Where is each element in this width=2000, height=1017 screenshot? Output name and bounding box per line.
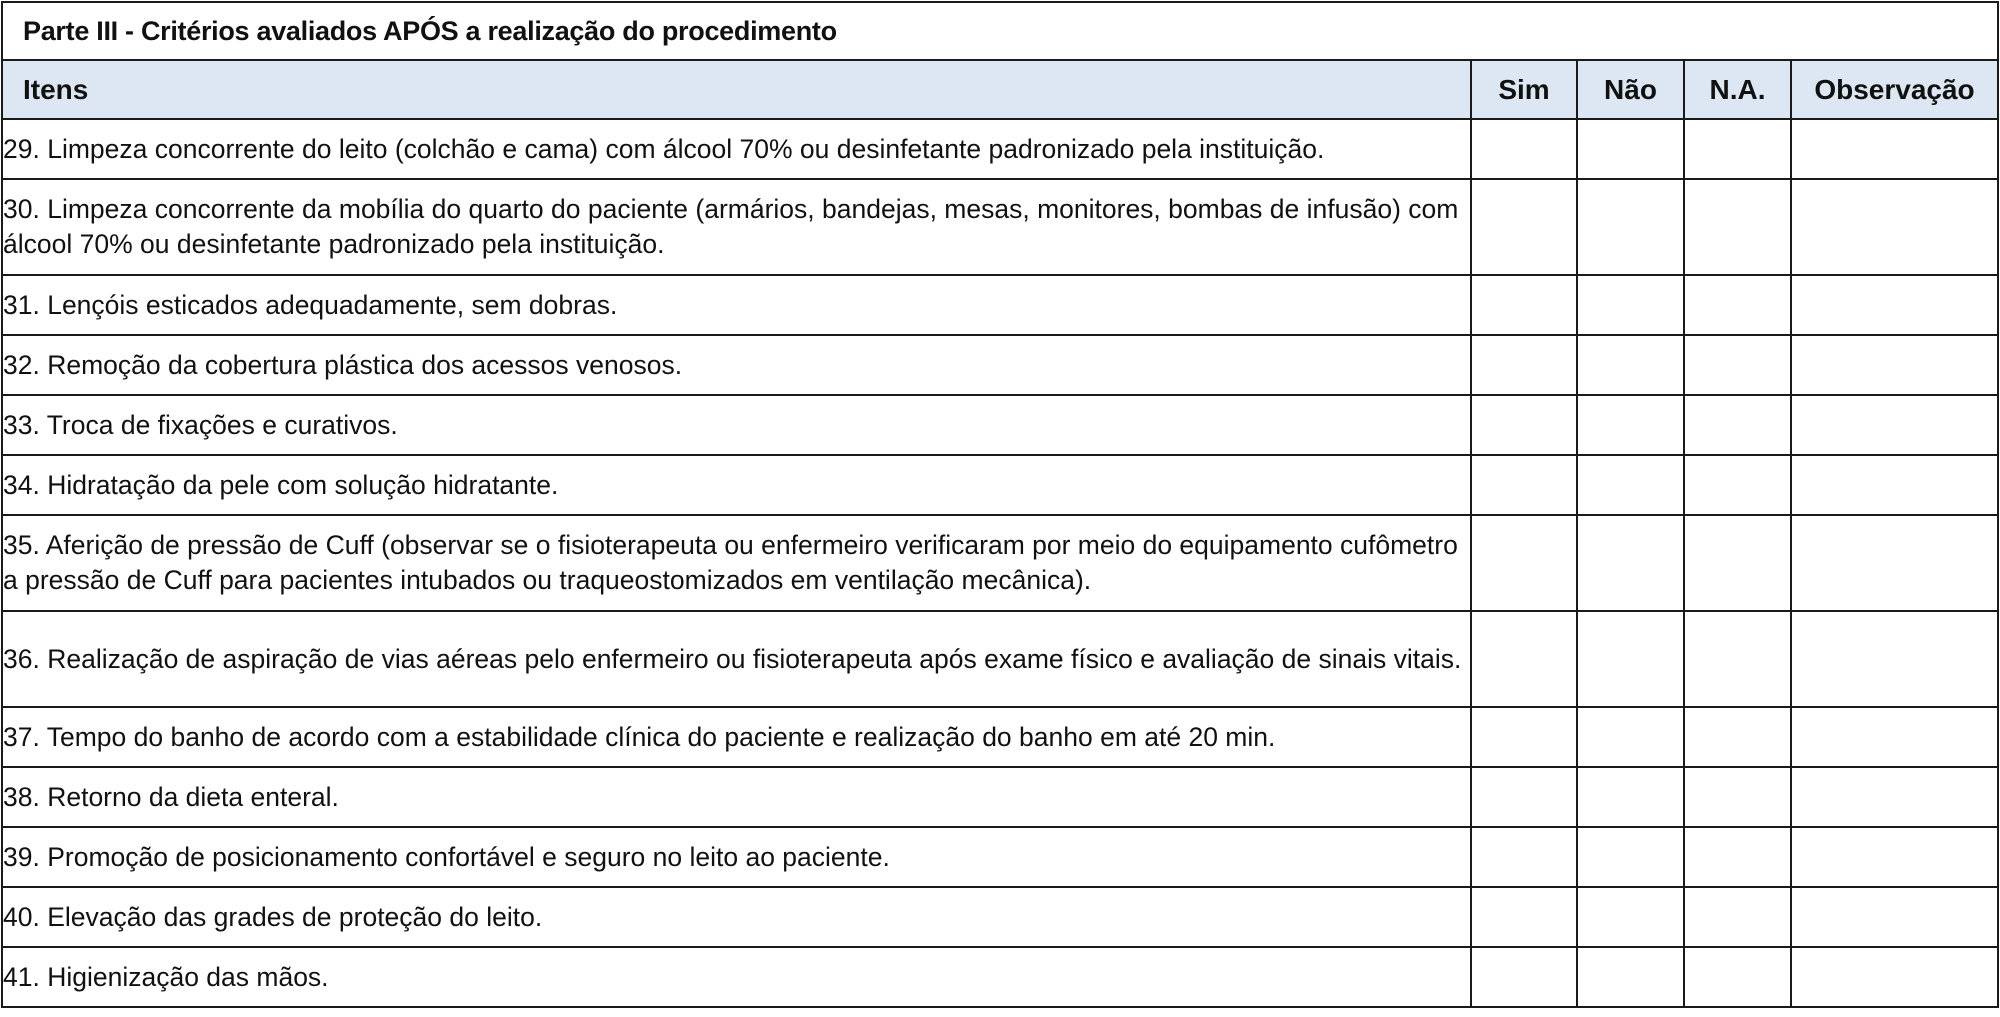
na-cell[interactable] xyxy=(1684,827,1791,887)
table-row xyxy=(2,335,1998,395)
sim-cell[interactable] xyxy=(1471,335,1577,395)
nao-cell[interactable] xyxy=(1577,887,1684,947)
observacao-cell[interactable] xyxy=(1791,179,1998,275)
item-text: 38. Retorno da dieta enteral. xyxy=(2,767,1471,827)
item-text: 34. Hidratação da pele com solução hidratante. xyxy=(2,455,1471,515)
observacao-cell[interactable] xyxy=(1791,275,1998,335)
table-row xyxy=(2,515,1998,611)
item-text: 37. Tempo do banho de acordo com a estabilidade clínica do paciente e realização do banho em até 20 min. xyxy=(2,707,1471,767)
header-row xyxy=(2,60,1998,119)
observacao-cell[interactable] xyxy=(1791,707,1998,767)
nao-cell[interactable] xyxy=(1577,455,1684,515)
item-text: 30. Limpeza concorrente da mobília do quarto do paciente (armários, bandejas, mesas, monitores, bombas de infusão) com álcool 70% ou desinfetante padronizado pela instituição. xyxy=(2,179,1471,275)
nao-cell[interactable] xyxy=(1577,767,1684,827)
column-header-observacao: Observação xyxy=(1791,60,1998,119)
sim-cell[interactable] xyxy=(1471,455,1577,515)
sim-cell[interactable] xyxy=(1471,275,1577,335)
na-cell[interactable] xyxy=(1684,335,1791,395)
sim-cell[interactable] xyxy=(1471,827,1577,887)
na-cell[interactable] xyxy=(1684,119,1791,179)
item-text: 31. Lençóis esticados adequadamente, sem dobras. xyxy=(2,275,1471,335)
na-cell[interactable] xyxy=(1684,455,1791,515)
checklist-table xyxy=(1,1,1999,1008)
nao-cell[interactable] xyxy=(1577,395,1684,455)
sim-cell[interactable] xyxy=(1471,119,1577,179)
na-cell[interactable] xyxy=(1684,395,1791,455)
observacao-cell[interactable] xyxy=(1791,515,1998,611)
item-text: 41. Higienização das mãos. xyxy=(2,947,1471,1007)
column-header-nao: Não xyxy=(1577,60,1684,119)
sim-cell[interactable] xyxy=(1471,947,1577,1007)
column-header-itens: Itens xyxy=(2,60,1471,119)
table-row xyxy=(2,611,1998,707)
na-cell[interactable] xyxy=(1684,611,1791,707)
table-row xyxy=(2,455,1998,515)
table-row xyxy=(2,119,1998,179)
table-row xyxy=(2,887,1998,947)
na-cell[interactable] xyxy=(1684,707,1791,767)
sim-cell[interactable] xyxy=(1471,179,1577,275)
observacao-cell[interactable] xyxy=(1791,611,1998,707)
observacao-cell[interactable] xyxy=(1791,119,1998,179)
nao-cell[interactable] xyxy=(1577,611,1684,707)
na-cell[interactable] xyxy=(1684,179,1791,275)
sim-cell[interactable] xyxy=(1471,395,1577,455)
na-cell[interactable] xyxy=(1684,887,1791,947)
sim-cell[interactable] xyxy=(1471,515,1577,611)
item-text: 35. Aferição de pressão de Cuff (observar se o fisioterapeuta ou enfermeiro verificaram por meio do equipamento cufômetro a pressão de Cuff para pacientes intubados ou traqueostomizados em ventilação mecânica). xyxy=(2,515,1471,611)
column-header-sim: Sim xyxy=(1471,60,1577,119)
sim-cell[interactable] xyxy=(1471,611,1577,707)
item-text: 40. Elevação das grades de proteção do leito. xyxy=(2,887,1471,947)
table-row xyxy=(2,767,1998,827)
column-header-na: N.A. xyxy=(1684,60,1791,119)
observacao-cell[interactable] xyxy=(1791,887,1998,947)
item-text: 32. Remoção da cobertura plástica dos acessos venosos. xyxy=(2,335,1471,395)
observacao-cell[interactable] xyxy=(1791,947,1998,1007)
nao-cell[interactable] xyxy=(1577,179,1684,275)
nao-cell[interactable] xyxy=(1577,707,1684,767)
table-title: Parte III - Critérios avaliados APÓS a realização do procedimento xyxy=(2,2,1998,60)
table-row xyxy=(2,179,1998,275)
sim-cell[interactable] xyxy=(1471,707,1577,767)
table-row xyxy=(2,707,1998,767)
nao-cell[interactable] xyxy=(1577,515,1684,611)
item-text: 39. Promoção de posicionamento confortável e seguro no leito ao paciente. xyxy=(2,827,1471,887)
observacao-cell[interactable] xyxy=(1791,455,1998,515)
sim-cell[interactable] xyxy=(1471,887,1577,947)
sim-cell[interactable] xyxy=(1471,767,1577,827)
item-text: 36. Realização de aspiração de vias aéreas pelo enfermeiro ou fisioterapeuta após exame físico e avaliação de sinais vitais. xyxy=(2,611,1471,707)
nao-cell[interactable] xyxy=(1577,827,1684,887)
na-cell[interactable] xyxy=(1684,947,1791,1007)
observacao-cell[interactable] xyxy=(1791,767,1998,827)
observacao-cell[interactable] xyxy=(1791,335,1998,395)
table-row xyxy=(2,395,1998,455)
na-cell[interactable] xyxy=(1684,515,1791,611)
na-cell[interactable] xyxy=(1684,767,1791,827)
nao-cell[interactable] xyxy=(1577,119,1684,179)
table-row xyxy=(2,947,1998,1007)
na-cell[interactable] xyxy=(1684,275,1791,335)
table-row xyxy=(2,275,1998,335)
observacao-cell[interactable] xyxy=(1791,827,1998,887)
nao-cell[interactable] xyxy=(1577,947,1684,1007)
table-row xyxy=(2,827,1998,887)
item-text: 33. Troca de fixações e curativos. xyxy=(2,395,1471,455)
observacao-cell[interactable] xyxy=(1791,395,1998,455)
nao-cell[interactable] xyxy=(1577,335,1684,395)
nao-cell[interactable] xyxy=(1577,275,1684,335)
item-text: 29. Limpeza concorrente do leito (colchão e cama) com álcool 70% ou desinfetante padronizado pela instituição. xyxy=(2,119,1471,179)
